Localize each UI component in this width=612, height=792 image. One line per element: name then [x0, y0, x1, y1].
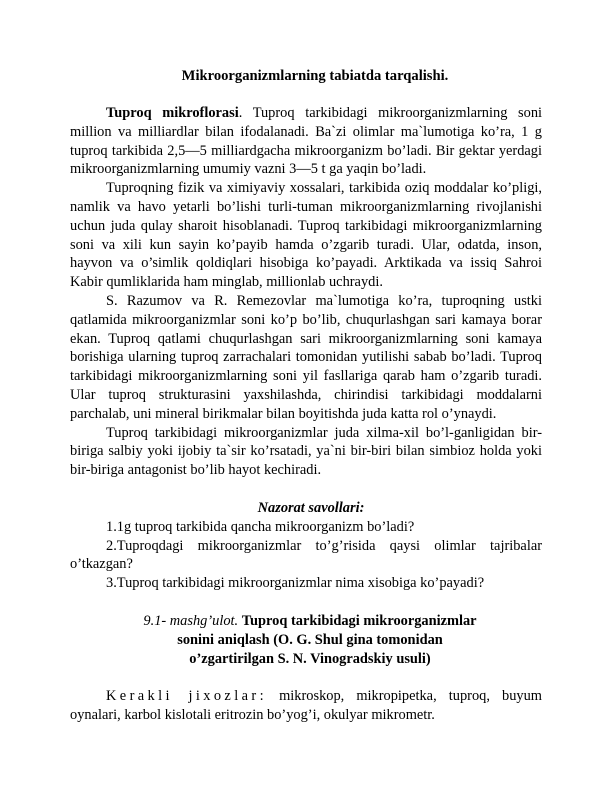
question-item: 2.Tuproqdagi mikroorganizmlar to’g’risida qaysi olimlar tajribalar o’tkazgan? — [70, 537, 542, 573]
required-equipment-label: Kerakli jixozlar: — [106, 688, 267, 705]
document-body — [70, 104, 542, 725]
paragraph-soil-properties: Tuproqning fizik va ximiyaviy xossalari, tarkibida oziq moddalar ko’pligi, namlik va havo yetarli bo’lishi turli-tuman mikroorganizmlarning rivojlanishi uchun juda qulay sharoit hisoblanadi. Tuproq tarkibidagi mikroorganizmlarning soni va xili kun sayin ko’payib hamda o’zgarib turadi. Ular, odatda, inson, hayvon va o’simlik qoldiqlari hisobiga ko’payadi. Arktikada va issiq Sahroi Kabir qumliklarida ham minglab, millionlab uchraydi. — [70, 180, 542, 291]
paragraph-soil-microflora — [70, 104, 542, 179]
exercise-title-line-1: Tuproq tarkibidagi mikroorganizmlar — [241, 612, 477, 629]
exercise-heading-line-1 — [78, 612, 542, 631]
spacer — [70, 480, 542, 499]
paragraph-razumov-remezov: S. Razumov va R. Remezovlar ma`lumotiga ko’ra, tuproqning ustki qatlamida mikroorganizmlar soni ko’p bo’lib, chuqurlashgan sari kamaya borar ekan. Tuproq qatlami chuqurlashgan sari mikroorganizmlarning soni kamaya borishiga ularning tuproq zarrachalari tomonidan yutilishi sabab bo’ladi. Tuproq tarkibidagi mikroorganizmlarning soni yil fasllariga qarab ham o’zgarib turadi. Ular tuproq strukturasini yaxshilashda, chirindisi tarkibidagi moddalarni parchalab, uni mineral birikmalar bilan boyitishda juda katta rol o’ynaydi. — [70, 292, 542, 422]
question-item: 1.1g tuproq tarkibida qancha mikroorganizm bo’ladi? — [106, 518, 415, 535]
control-questions-heading: Nazorat savollari: — [257, 499, 365, 516]
paragraph-required-equipment — [70, 687, 542, 725]
paragraph-lead-term: Tuproq mikroflorasi — [106, 105, 239, 121]
exercise-title-line-2: sonini aniqlash (O. G. Shul gina tomonidan — [177, 631, 443, 648]
paragraph-text: . Tuproq tarkibidagi mikroorganizmlarning soni million va milliardlar bilan ifodalanadi. Ba`zi olimlar ma`lumotiga ko’ra, 1 g tuproq tarkibida 2,5—5 milliardgacha mikroorganizm bo’ladi. Bir gektar yerdagi mikroorganizmlarning umumiy vazni 3—5 t ga yaqin bo’ladi. — [70, 105, 543, 178]
paragraph-interactions: Tuproq tarkibidagi mikroorganizmlar juda xilma-xil bo’l-ganligidan bir-biriga salbiy yoki ijobiy ta`sir ko’rsatadi, ya`ni bir-biri bilan simbioz holda yoki bir-biriga antagonist bo’lib hayot kechiradi. — [70, 424, 542, 479]
exercise-heading — [70, 612, 542, 668]
spacer — [70, 593, 542, 612]
page-title: Mikroorganizmlarning tabiatda tarqalishi. — [181, 68, 449, 84]
required-equipment-text: mikroskop, mikropipetka, tuproq, buyum oynalari, karbol kislotali eritrozin bo’yog’i, okulyar mikrometr. — [70, 688, 542, 724]
question-item: 3.Tuproq tarkibidagi mikroorganizmlar nima xisobiga ko’payadi? — [106, 575, 485, 592]
exercise-title-line-3: o’zgartirilgan S. N. Vinogradskiy usuli) — [189, 650, 431, 667]
exercise-prefix: 9.1- mashg’ulot. — [143, 612, 239, 629]
spacer — [70, 668, 542, 687]
